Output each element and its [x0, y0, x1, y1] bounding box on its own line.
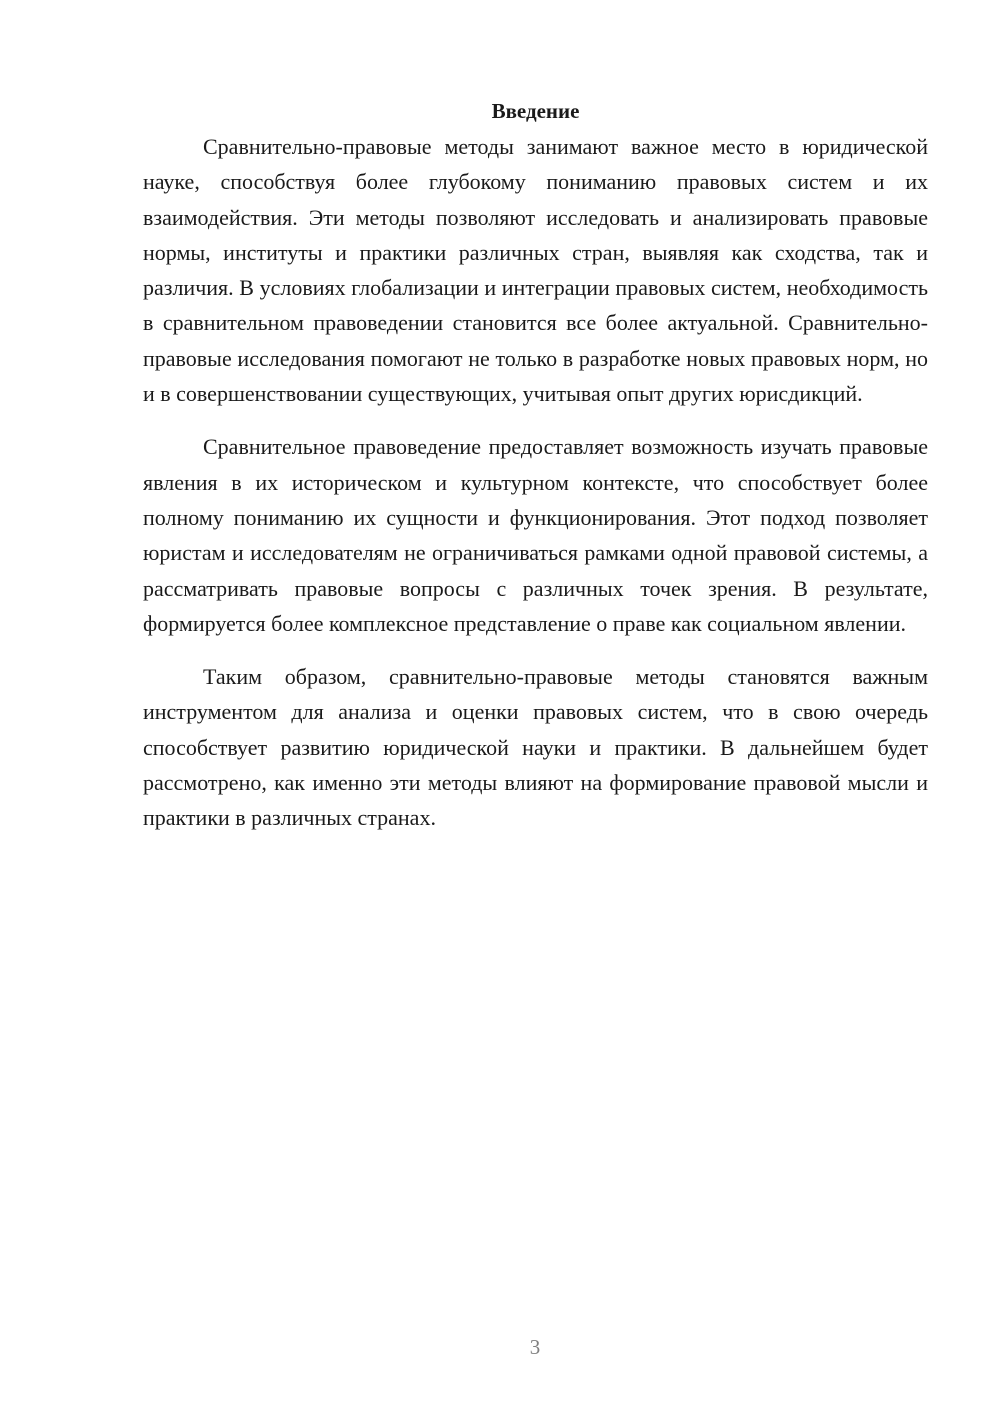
paragraph-3: Таким образом, сравнительно-правовые методы становятся важным инструментом для анализа и оценки правовых систем, что в свою очередь способствует развитию юридической науки и практики. В дальнейшем будет рассмотрено, как именно эти методы влияют на формирование правовой мысли и практики в различных странах.: [143, 664, 928, 831]
page-content: [143, 96, 928, 854]
page-number: 3: [529, 1335, 541, 1359]
paragraph-1: Сравнительно-правовые методы занимают важное место в юридической науке, способствуя более глубокому пониманию правовых систем и их взаимодействия. Эти методы позволяют исследовать и анализировать правовые нормы, институты и практики различных стран, выявляя как сходства, так и различия. В условиях глобализации и интеграции правовых систем, необходимость в сравнительном правоведении становится все более актуальной. Сравнительно-правовые исследования помогают не только в разработке новых правовых норм, но и в совершенствовании существующих, учитывая опыт других юрисдикций.: [143, 134, 928, 407]
section-title: Введение: [491, 99, 580, 123]
paragraph-2: Сравнительное правоведение предоставляет возможность изучать правовые явления в их историческом и культурном контексте, что способствует более полному пониманию их сущности и функционирования. Этот подход позволяет юристам и исследователям не ограничиваться рамками одной правовой системы, а рассматривать правовые вопросы с различных точек зрения. В результате, формируется более комплексное представление о праве как социальном явлении.: [143, 434, 928, 636]
